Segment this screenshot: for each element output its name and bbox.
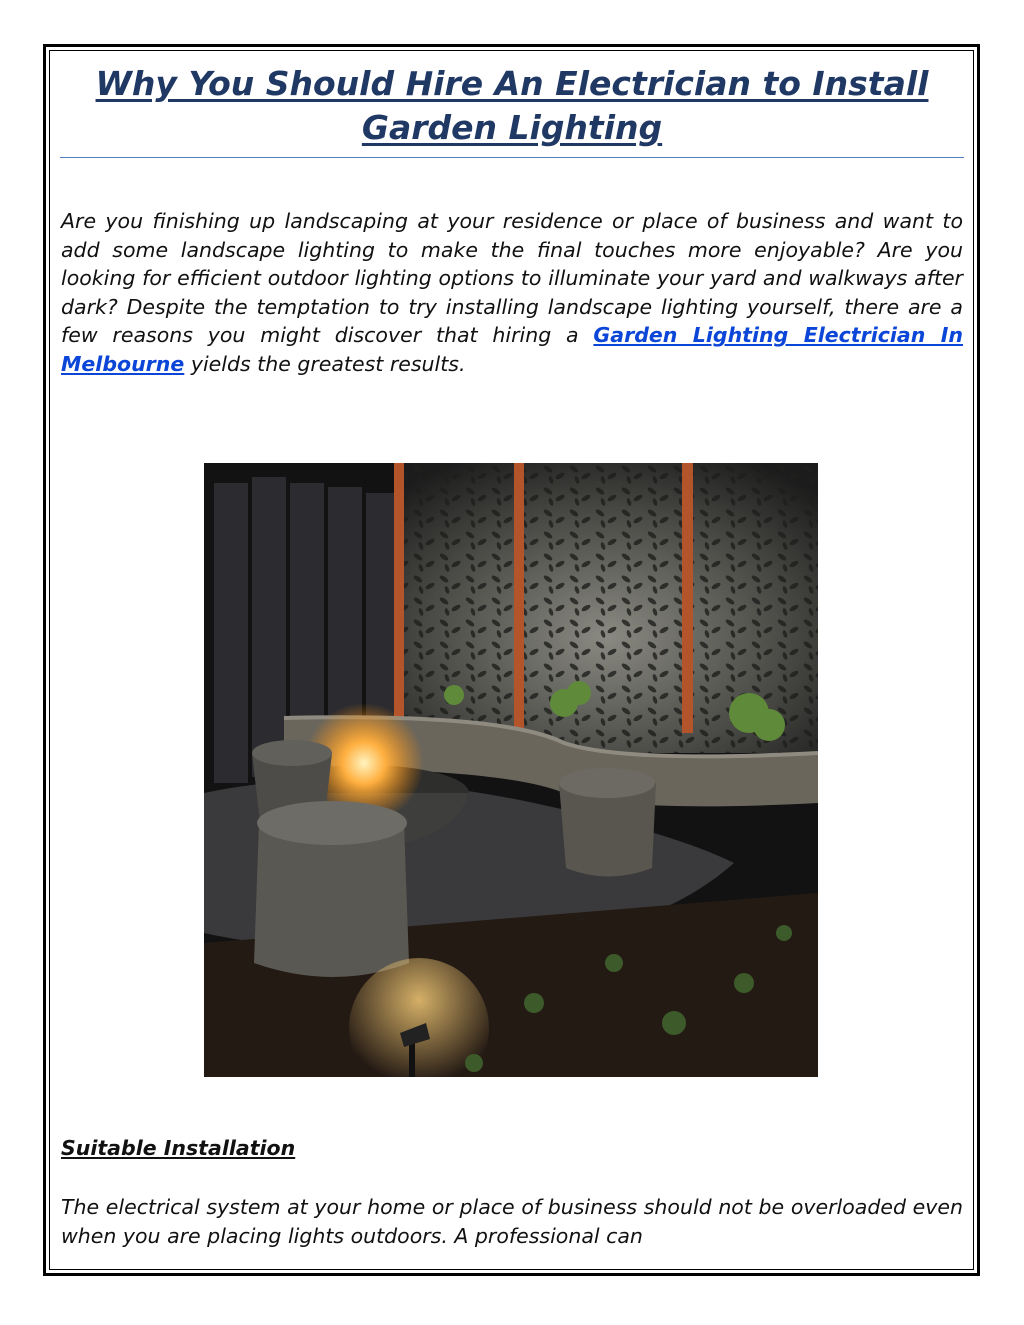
section-paragraph: The electrical system at your home or place of business should not be overloaded even when you are placing lights outdoors. A professional can bbox=[61, 1195, 963, 1248]
intro-text-after-link: yields the greatest results. bbox=[184, 351, 466, 376]
section-heading: Suitable Installation bbox=[61, 1136, 296, 1160]
page-title: Why You Should Hire An Electrician to Install Garden Lighting bbox=[95, 64, 929, 147]
garden-lighting-electrician-link[interactable]: Garden Lighting Electrician In Melbourne bbox=[61, 323, 963, 376]
intro-text-before-link: Are you finishing up landscaping at your residence or place of business and want to add some landscape lighting to make the final touches more enjoyable? Are you looking for efficient outdoor lighting options to illuminate your yard and walkways after dark? Despite the temptation to try installing landscape lighting yourself, there are a few reasons you might discover that hiring a bbox=[61, 209, 963, 348]
title-divider bbox=[60, 157, 964, 158]
intro-paragraph bbox=[61, 207, 963, 379]
garden-lighting-photo bbox=[204, 463, 818, 1077]
